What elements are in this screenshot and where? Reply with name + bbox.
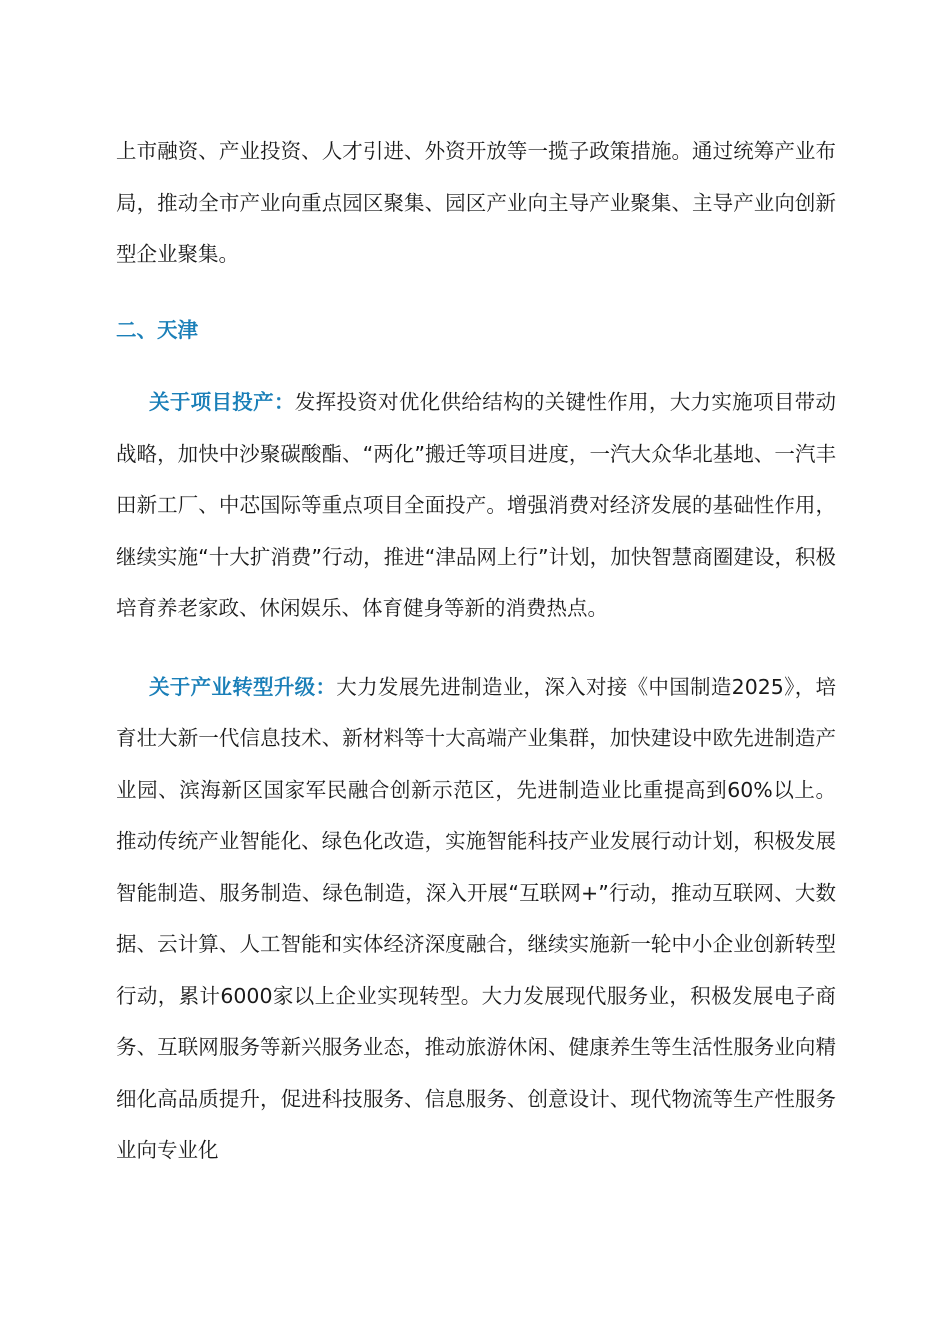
paragraph-lead-industrial-upgrade: 关于产业转型升级： <box>149 674 337 699</box>
spacer <box>116 281 836 305</box>
paragraph-intro <box>116 126 836 281</box>
paragraph-body-industrial-upgrade: 大力发展先进制造业，深入对接《中国制造2025》，培育壮大新一代信息技术、新材料等十大高端产业集群，加快建设中欧先进制造产业园、滨海新区国家军民融合创新示范区，先进制造业比重提高到60%以上。推动传统产业智能化、绿色化改造，实施智能科技产业发展行动计划，积极发展智能制造、服务制造、绿色制造，深入开展“互联网+”行动，推动互联网、大数据、云计算、人工智能和实体经济深度融合，继续实施新一轮中小企业创新转型行动，累计6000家以上企业实现转型。大力发展现代服务业，积极发展电子商务、互联网服务等新兴服务业态，推动旅游休闲、健康养生等生活性服务业向精细化高品质提升，促进科技服务、信息服务、创意设计、现代物流等生产性服务业向专业化 <box>116 674 836 1162</box>
paragraph-lead-project-production: 关于项目投产： <box>149 390 295 414</box>
spacer <box>116 635 836 662</box>
document-page <box>116 126 836 1177</box>
paragraph-project-production <box>116 377 836 635</box>
section-heading-tianjin: 二、天津 <box>116 317 198 342</box>
paragraph-industrial-upgrade <box>116 662 836 1177</box>
spacer <box>116 356 836 377</box>
paragraph-intro-text: 上市融资、产业投资、人才引进、外资开放等一揽子政策措施。通过统筹产业布局，推动全市产业向重点园区聚集、园区产业向主导产业聚集、主导产业向创新型企业聚集。 <box>116 139 836 266</box>
paragraph-body-project-production: 发挥投资对优化供给结构的关键性作用，大力实施项目带动战略，加快中沙聚碳酸酯、“两化”搬迁等项目进度，一汽大众华北基地、一汽丰田新工厂、中芯国际等重点项目全面投产。增强消费对经济发展的基础性作用，继续实施“十大扩消费”行动，推进“津品网上行”计划，加快智慧商圈建设，积极培育养老家政、休闲娱乐、体育健身等新的消费热点。 <box>116 390 836 620</box>
